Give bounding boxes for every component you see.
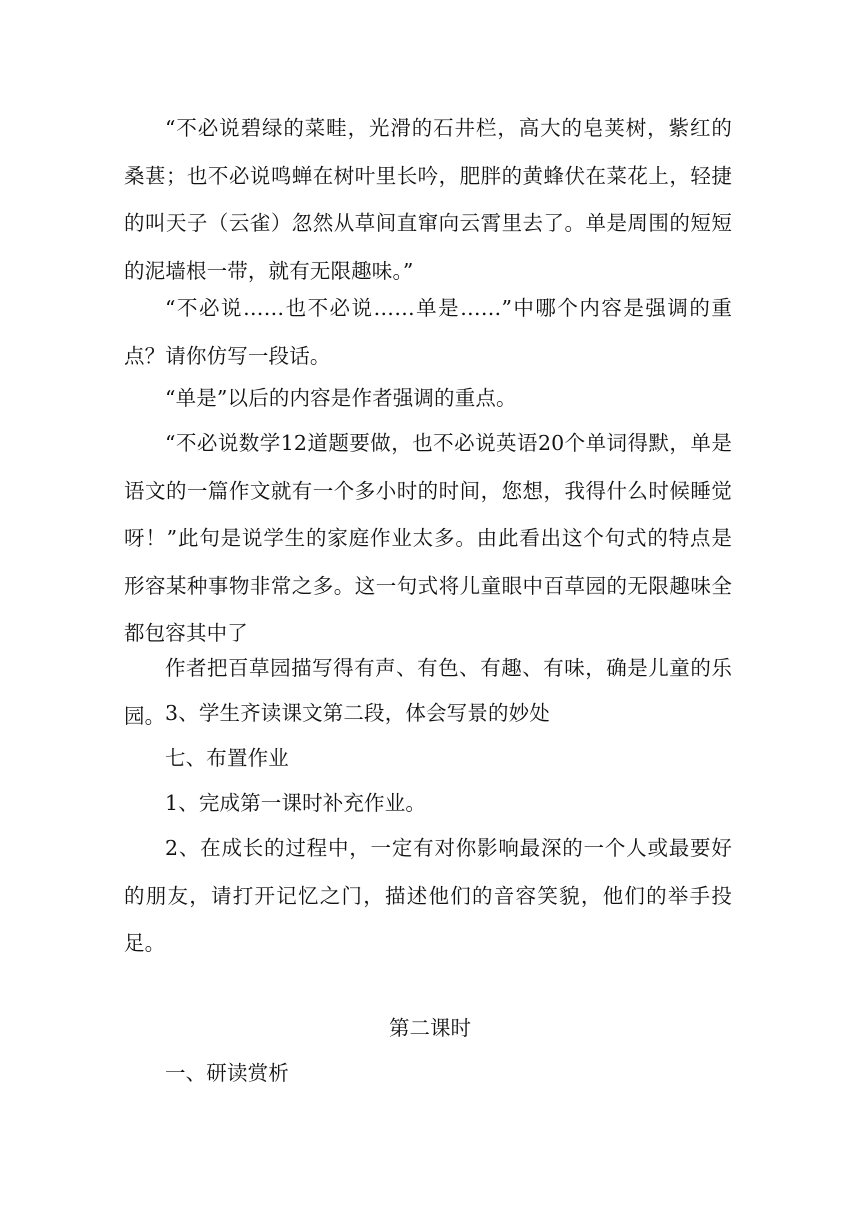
reading-task-paragraph: 3、学生齐读课文第二段，体会写景的妙处 — [165, 701, 550, 725]
answer-paragraph: “单是”以后的内容是作者强调的重点。 — [165, 386, 517, 410]
homework-item-2: 2、在成长的过程中，一定有对你影响最深的一个人或最要好的朋友，请打开记忆之门，描述他们的音容笑貌，他们的举手投足。 — [124, 836, 732, 955]
example-paragraph: “不必说数学12道题要做，也不必说英语20个单词得默，单是语文的一篇作文就有一个多小时的时间，您想，我得什么时候睡觉呀！”此句是说学生的家庭作业太多。由此看出这个句式的特点是形容某种事物非常之多。这一句式将儿童眼中百草园的无限趣味全都包容其中了 — [124, 431, 732, 645]
homework-item-1: 1、完成第一课时补充作业。 — [165, 791, 426, 815]
homework-heading: 七、布置作业 — [165, 746, 289, 770]
section-first-item: 一、研读赏析 — [165, 1061, 289, 1085]
section-title: 第二课时 — [389, 1016, 471, 1040]
quote-paragraph: “不必说碧绿的菜畦，光滑的石井栏，高大的皂荚树，紫红的桑葚；也不必说鸣蝉在树叶里长吟，肥胖的黄蜂伏在菜花上，轻捷的叫天子（云雀）忽然从草间直窜向云霄里去了。单是周围的短短的泥墙根一带，就有无限趣味。” — [124, 116, 732, 283]
summary-paragraph: 作者把百草园描写得有声、有色、有趣、有味，确是儿童的乐园。 — [124, 656, 732, 728]
question-paragraph: “不必说……也不必说……单是……”中哪个内容是强调的重点？请你仿写一段话。 — [124, 296, 732, 368]
